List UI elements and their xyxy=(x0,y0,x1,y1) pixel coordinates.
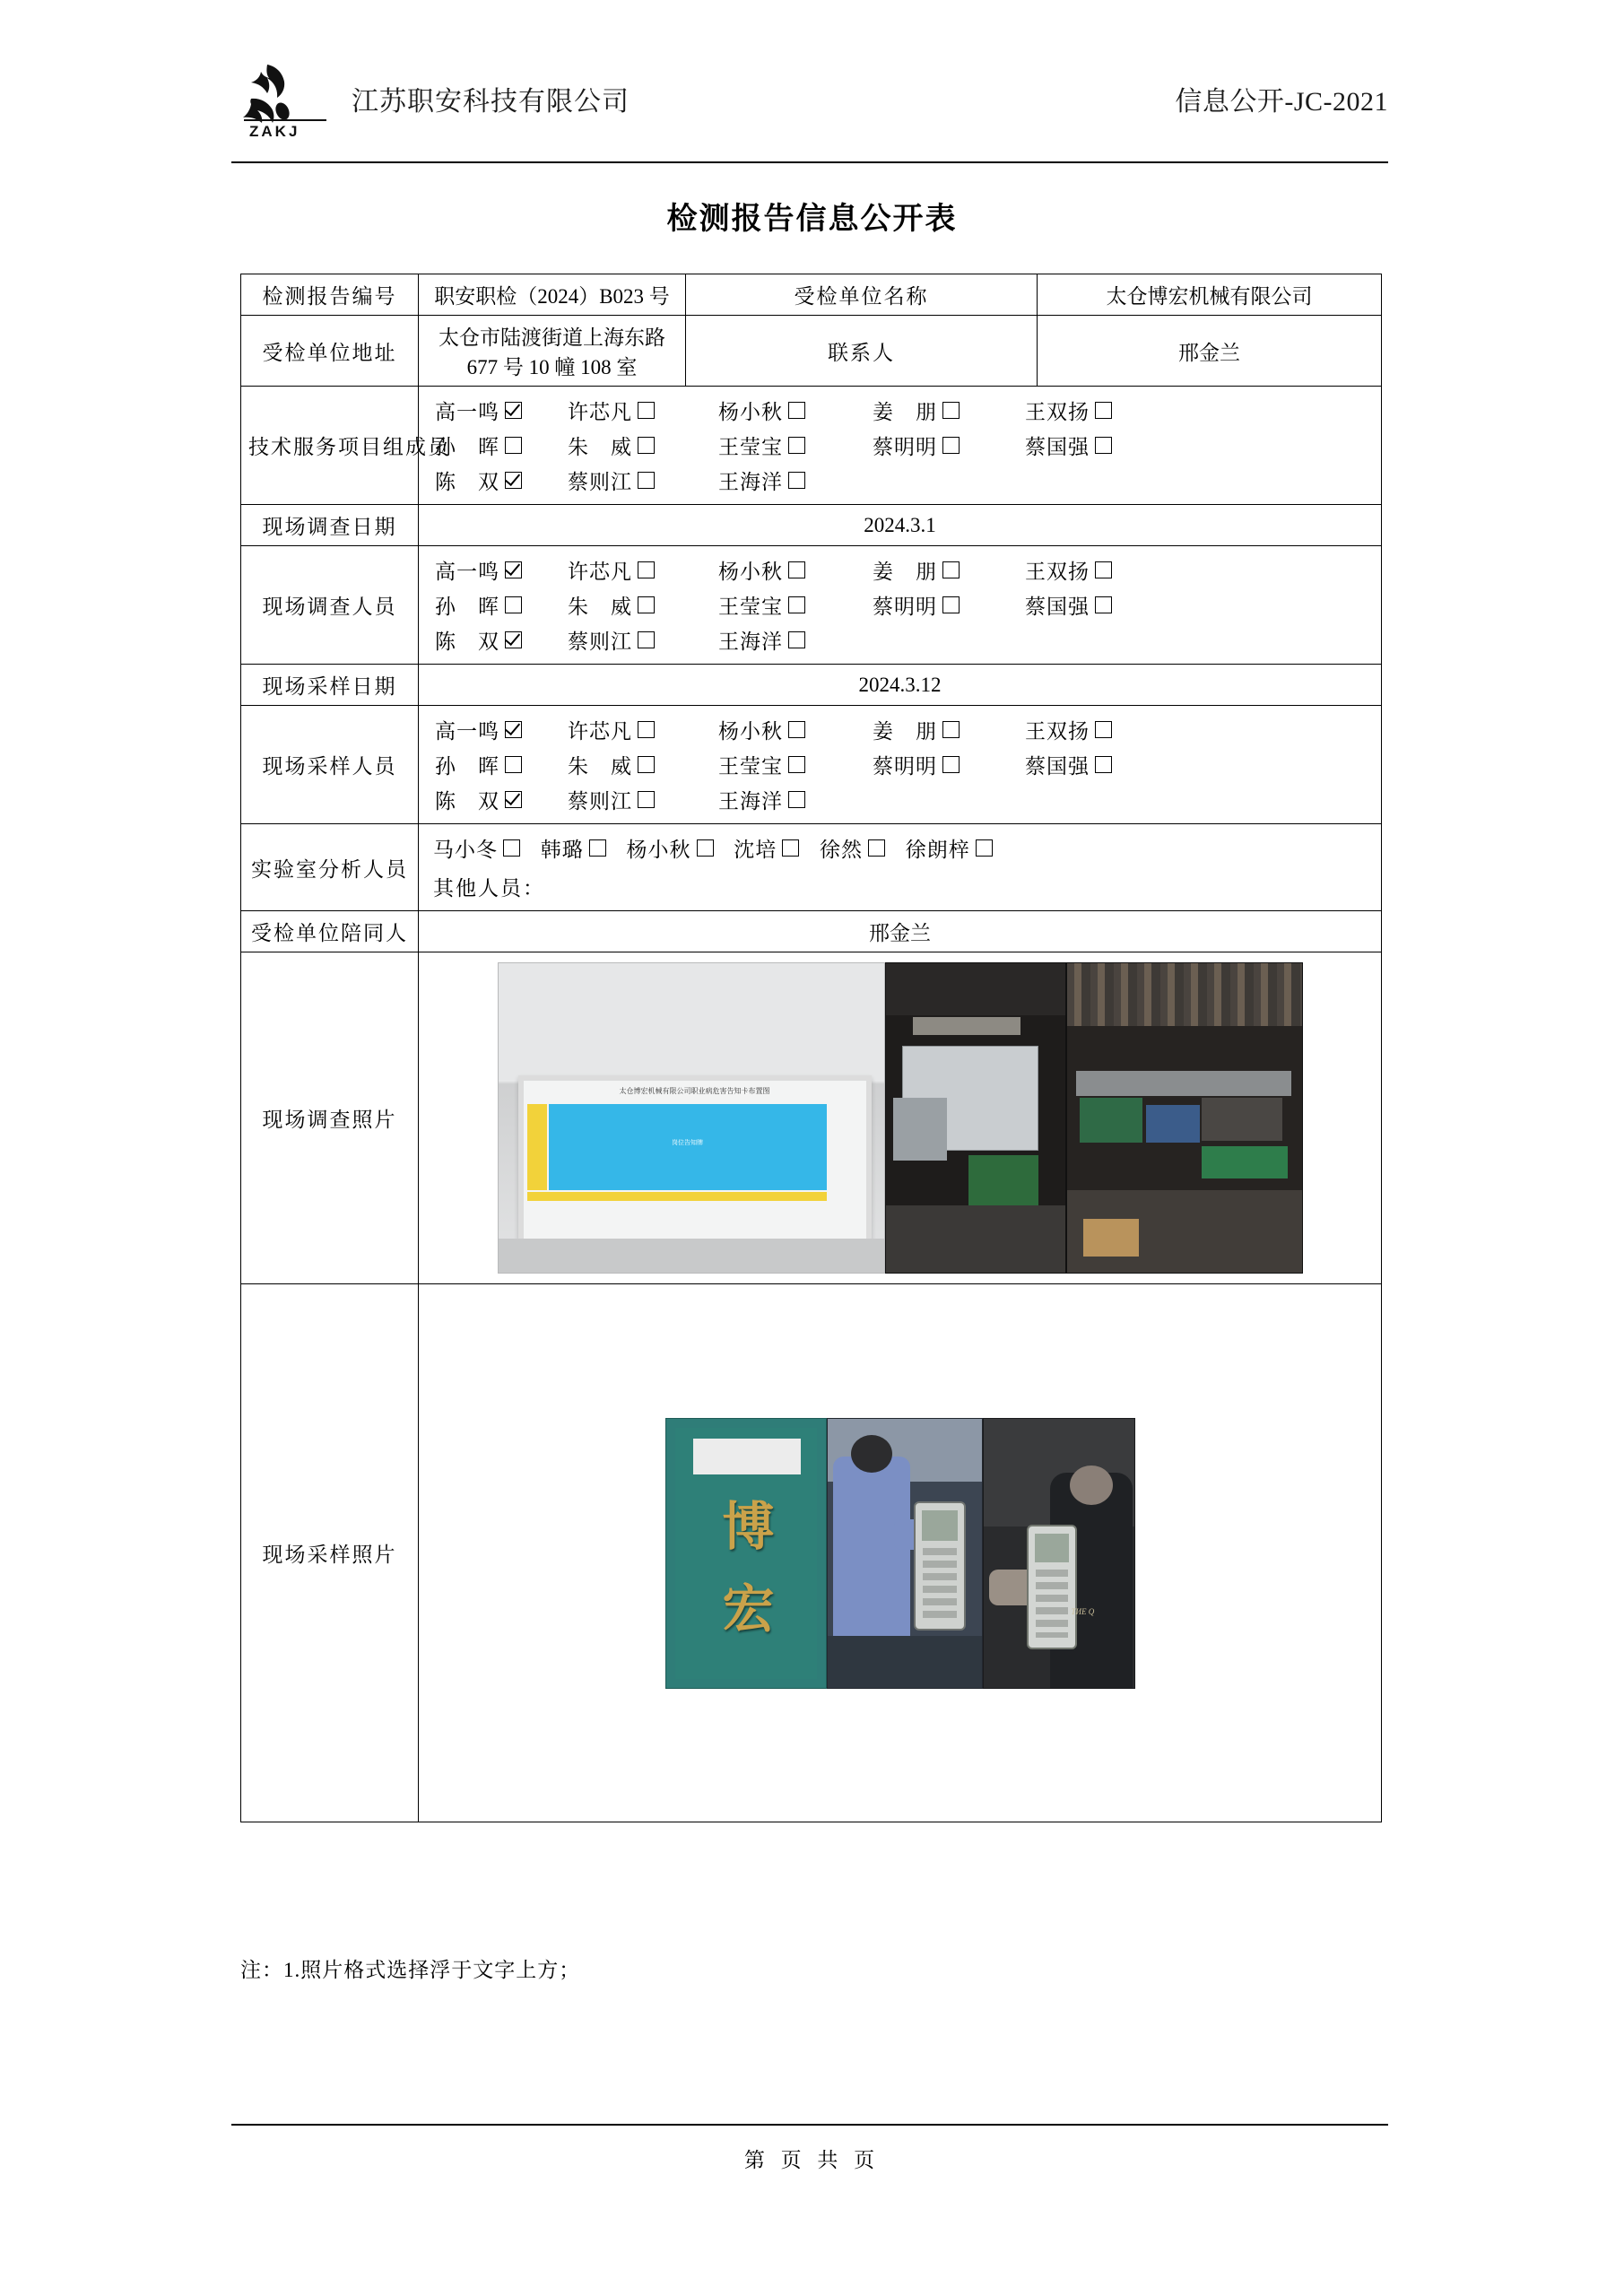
checkbox[interactable] xyxy=(638,631,655,648)
member-checkbox-item[interactable]: 蔡则江 xyxy=(568,785,718,814)
checkbox[interactable] xyxy=(788,437,805,454)
value-client-name: 太仓博宏机械有限公司 xyxy=(1038,274,1382,316)
member-checkbox-item[interactable]: 徐然 xyxy=(820,833,885,863)
brand-block xyxy=(231,56,630,142)
other-staff-label: 其他人员： xyxy=(433,877,545,900)
checkbox[interactable] xyxy=(638,721,655,738)
checkbox[interactable] xyxy=(1095,437,1112,454)
checkbox[interactable] xyxy=(788,596,805,613)
member-checkbox-item[interactable]: 蔡则江 xyxy=(568,625,718,655)
service-team-grid xyxy=(426,392,1374,499)
company-name: 江苏职安科技有限公司 xyxy=(352,87,630,117)
member-checkbox-item[interactable]: 蔡明明 xyxy=(873,750,1025,779)
value-contact: 邢金兰 xyxy=(1038,316,1382,387)
member-checkbox-item[interactable]: 蔡国强 xyxy=(1025,750,1204,779)
survey-staff-grid xyxy=(426,552,1374,658)
member-checkbox-item[interactable]: 姜 朋 xyxy=(873,715,1025,744)
checkbox[interactable] xyxy=(976,839,993,857)
checkbox[interactable] xyxy=(788,631,805,648)
lab-staff-line xyxy=(426,830,1374,866)
member-checkbox-item[interactable]: 王莹宝 xyxy=(718,590,873,620)
member-checkbox-item[interactable]: 蔡国强 xyxy=(1025,590,1204,620)
member-checkbox-item[interactable]: 陈 双 xyxy=(435,465,568,495)
label-client-escort: 受检单位陪同人 xyxy=(241,911,419,952)
checkbox[interactable] xyxy=(505,721,522,738)
label-survey-staff: 现场调查人员 xyxy=(241,546,419,665)
checkbox[interactable] xyxy=(505,631,522,648)
member-checkbox-item[interactable]: 王莹宝 xyxy=(718,430,873,460)
checkbox[interactable] xyxy=(942,756,960,773)
table-row xyxy=(241,1284,1382,1822)
table-row xyxy=(241,274,1382,316)
checkbox[interactable] xyxy=(788,472,805,489)
office-whiteboard-photo xyxy=(498,962,885,1274)
value-sampling-date: 2024.3.12 xyxy=(419,665,1382,706)
member-checkbox-item[interactable]: 杨小秋 xyxy=(718,555,873,585)
checkbox[interactable] xyxy=(942,721,960,738)
document-header xyxy=(231,49,1388,148)
table-row xyxy=(241,665,1382,706)
value-client-address: 太仓市陆渡街道上海东路 677 号 10 幢 108 室 xyxy=(419,316,686,387)
label-service-team: 技术服务项目组成员 xyxy=(241,387,419,505)
table-row xyxy=(241,387,1382,505)
company-logo-icon xyxy=(231,56,339,142)
checkbox[interactable] xyxy=(942,437,960,454)
checkbox[interactable] xyxy=(868,839,885,857)
member-checkbox-item[interactable]: 许芯凡 xyxy=(568,396,718,425)
checkbox[interactable] xyxy=(505,596,522,613)
page-footer: 第 页 共 页 xyxy=(743,2149,881,2171)
label-report-no: 检测报告编号 xyxy=(241,274,419,316)
table-row xyxy=(241,824,1382,911)
lab-staff-cell xyxy=(419,824,1382,911)
member-checkbox-item[interactable]: 王海洋 xyxy=(718,785,873,814)
footer-divider xyxy=(231,2124,1388,2126)
board-sub-title: 岗位告知牌 xyxy=(672,1139,703,1146)
checkbox[interactable] xyxy=(788,756,805,773)
svg-text:ZAKJ: ZAKJ xyxy=(249,123,300,140)
member-checkbox-item[interactable]: 杨小秋 xyxy=(718,396,873,425)
table-note: 注：1.照片格式选择浮于文字上方； xyxy=(240,1959,581,1981)
member-checkbox-item[interactable]: 许芯凡 xyxy=(568,715,718,744)
checkbox[interactable] xyxy=(505,402,522,419)
checkbox[interactable] xyxy=(638,756,655,773)
checkbox[interactable] xyxy=(638,596,655,613)
board-title: 太仓博宏机械有限公司职业病危害告知卡布置图 xyxy=(619,1087,770,1095)
member-checkbox-item[interactable]: 王海洋 xyxy=(718,465,873,495)
value-client-escort: 邢金兰 xyxy=(419,911,1382,952)
checkbox[interactable] xyxy=(638,437,655,454)
checkbox[interactable] xyxy=(788,402,805,419)
member-checkbox-item[interactable]: 徐朗梓 xyxy=(906,833,993,863)
survey-photos-cell xyxy=(419,952,1382,1284)
sign-char-1: 博 xyxy=(722,1497,775,1556)
checkbox[interactable] xyxy=(638,561,655,578)
checkbox[interactable] xyxy=(697,839,714,857)
checkbox[interactable] xyxy=(942,402,960,419)
survey-photo-row xyxy=(422,962,1377,1274)
member-checkbox-item[interactable]: 蔡明明 xyxy=(873,590,1025,620)
member-checkbox-item[interactable]: 王海洋 xyxy=(718,625,873,655)
member-checkbox-item[interactable]: 孙 晖 xyxy=(435,430,568,460)
table-row xyxy=(241,505,1382,546)
checkbox[interactable] xyxy=(638,791,655,808)
label-lab-staff: 实验室分析人员 xyxy=(241,824,419,911)
noise-measurement-photo-2 xyxy=(983,1418,1135,1689)
member-checkbox-item[interactable]: 王双扬 xyxy=(1025,555,1204,585)
survey-staff-cell xyxy=(419,546,1382,665)
machine-shop-photo xyxy=(885,962,1066,1274)
table-row xyxy=(241,706,1382,824)
table-row xyxy=(241,546,1382,665)
member-checkbox-item[interactable]: 蔡国强 xyxy=(1025,430,1204,460)
label-contact: 联系人 xyxy=(686,316,1038,387)
member-checkbox-item[interactable]: 高一鸣 xyxy=(435,396,568,425)
member-checkbox-item[interactable]: 高一鸣 xyxy=(435,555,568,585)
checkbox[interactable] xyxy=(638,472,655,489)
checkbox[interactable] xyxy=(503,839,520,857)
checkbox[interactable] xyxy=(788,721,805,738)
checkbox[interactable] xyxy=(782,839,799,857)
member-checkbox-item[interactable]: 陈 双 xyxy=(435,625,568,655)
sampling-staff-cell xyxy=(419,706,1382,824)
checkbox[interactable] xyxy=(942,596,960,613)
checkbox[interactable] xyxy=(1095,756,1112,773)
member-checkbox-item[interactable]: 蔡明明 xyxy=(873,430,1025,460)
workshop-shelves-photo xyxy=(1066,962,1303,1274)
checkbox[interactable] xyxy=(505,561,522,578)
value-survey-date: 2024.3.1 xyxy=(419,505,1382,546)
table-row xyxy=(241,316,1382,387)
checkbox[interactable] xyxy=(505,756,522,773)
header-divider xyxy=(231,161,1388,163)
label-sampling-date: 现场采样日期 xyxy=(241,665,419,706)
checkbox[interactable] xyxy=(505,791,522,808)
checkbox[interactable] xyxy=(1095,596,1112,613)
member-checkbox-item[interactable]: 朱 威 xyxy=(568,590,718,620)
sampling-staff-grid xyxy=(426,711,1374,818)
member-checkbox-item[interactable]: 沈培 xyxy=(734,833,799,863)
member-checkbox-item[interactable]: 孙 晖 xyxy=(435,590,568,620)
label-survey-date: 现场调查日期 xyxy=(241,505,419,546)
member-checkbox-item[interactable]: 姜 朋 xyxy=(873,555,1025,585)
notice-board xyxy=(518,1075,872,1248)
label-sampling-staff: 现场采样人员 xyxy=(241,706,419,824)
document-code: 信息公开-JC-2021 xyxy=(1175,87,1388,117)
member-checkbox-item[interactable]: 杨小秋 xyxy=(718,715,873,744)
member-checkbox-item[interactable]: 王双扬 xyxy=(1025,715,1204,744)
sampling-photo-row xyxy=(422,1418,1377,1689)
sign-char-2: 宏 xyxy=(722,1579,775,1639)
member-checkbox-item[interactable]: 蔡则江 xyxy=(568,465,718,495)
member-checkbox-item[interactable]: 王莹宝 xyxy=(718,750,873,779)
checkbox[interactable] xyxy=(505,437,522,454)
checkbox[interactable] xyxy=(942,561,960,578)
page-title: 检测报告信息公开表 xyxy=(666,203,958,236)
factory-sign-photo xyxy=(665,1418,827,1689)
checkbox[interactable] xyxy=(638,402,655,419)
value-report-no: 职安职检（2024）B023 号 xyxy=(419,274,686,316)
checkbox[interactable] xyxy=(589,839,606,857)
label-client-address: 受检单位地址 xyxy=(241,316,419,387)
member-checkbox-item[interactable]: 陈 双 xyxy=(435,785,568,814)
member-checkbox-item[interactable]: 许芯凡 xyxy=(568,555,718,585)
checkbox[interactable] xyxy=(505,472,522,489)
label-survey-photos: 现场调查照片 xyxy=(241,952,419,1284)
member-checkbox-item[interactable]: 姜 朋 xyxy=(873,396,1025,425)
checkbox[interactable] xyxy=(1095,402,1112,419)
checkbox[interactable] xyxy=(788,791,805,808)
photo-watermark: TИЕ Q xyxy=(1071,1606,1095,1616)
noise-measurement-photo-1 xyxy=(827,1418,983,1689)
checkbox[interactable] xyxy=(1095,721,1112,738)
checkbox[interactable] xyxy=(1095,561,1112,578)
report-info-table xyxy=(240,274,1382,1822)
member-checkbox-item[interactable]: 孙 晖 xyxy=(435,750,568,779)
member-checkbox-item[interactable]: 韩璐 xyxy=(541,833,606,863)
sampling-photos-cell xyxy=(419,1284,1382,1822)
table-row xyxy=(241,911,1382,952)
member-checkbox-item[interactable]: 马小冬 xyxy=(433,833,520,863)
member-checkbox-item[interactable]: 朱 威 xyxy=(568,750,718,779)
member-checkbox-item[interactable]: 朱 威 xyxy=(568,430,718,460)
member-checkbox-item[interactable]: 高一鸣 xyxy=(435,715,568,744)
member-checkbox-item[interactable]: 王双扬 xyxy=(1025,396,1204,425)
table-row xyxy=(241,952,1382,1284)
checkbox[interactable] xyxy=(788,561,805,578)
member-checkbox-item[interactable]: 杨小秋 xyxy=(627,833,714,863)
label-sampling-photos: 现场采样照片 xyxy=(241,1284,419,1822)
label-client-name: 受检单位名称 xyxy=(686,274,1038,316)
service-team-cell xyxy=(419,387,1382,505)
